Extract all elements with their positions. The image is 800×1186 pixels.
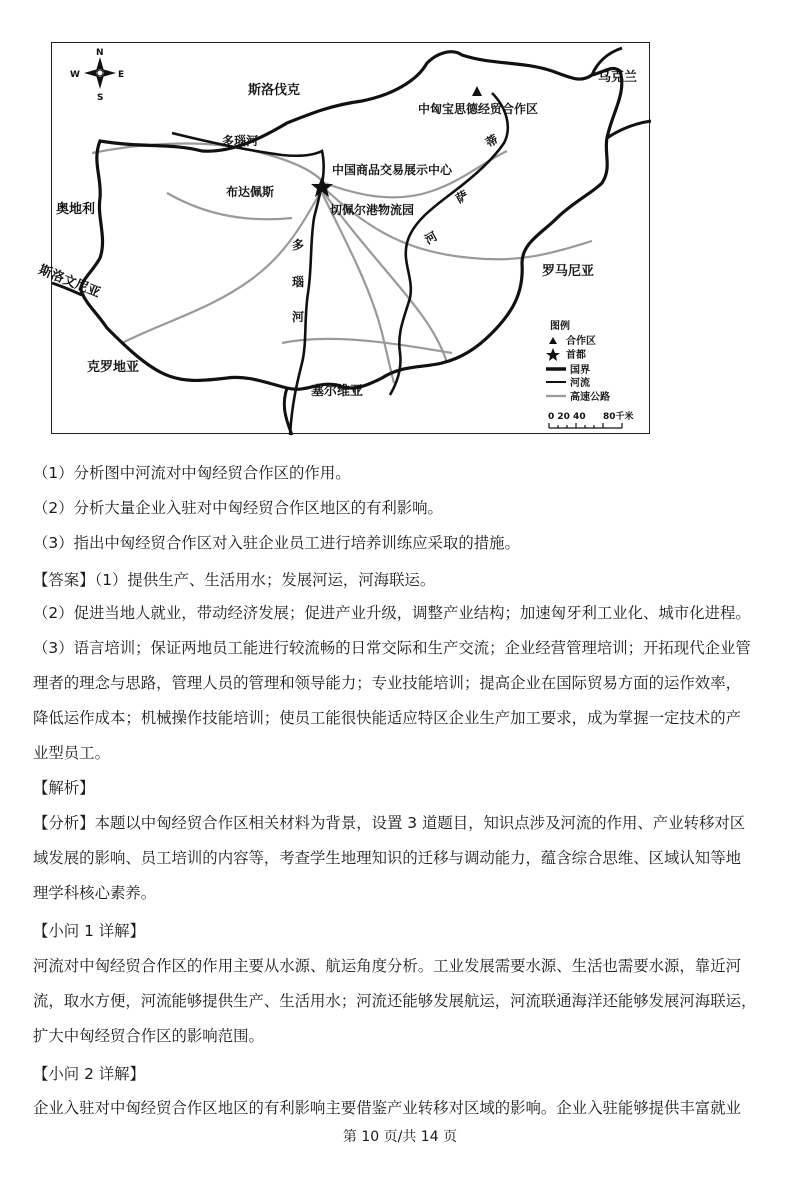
compass-w-label: W: [70, 70, 80, 80]
highway-southwest: [122, 193, 320, 343]
legend-title: 图例: [550, 321, 570, 332]
q1-line-3: 扩大中匈经贸合作区的影响范围。: [33, 1027, 264, 1045]
q2-heading: 【小问 2 详解】: [33, 1065, 145, 1083]
label-tisza-1: 蒂: [483, 131, 501, 151]
highway-west: [92, 144, 324, 183]
label-danube-2: 瑙: [292, 275, 305, 289]
analysis-fenxi-1: 【分析】本题以中匈经贸合作区相关材料为背景，设置 3 道题目，知识点涉及河流的作用、产业转移对区: [33, 814, 746, 832]
legend-zone-icon: [549, 337, 557, 344]
map-figure: [36, 42, 650, 434]
label-croatia: 克罗地亚: [87, 360, 140, 375]
answer-line-3c: 降低运作成本；机械操作技能培训；使员工能很快能适应特区企业生产加工要求，成为掌握一定技术的产: [33, 709, 741, 727]
compass-west-arrow: [84, 69, 98, 77]
label-slovakia: 斯洛伐克: [248, 83, 301, 98]
legend-highway-label: 高速公路: [570, 392, 610, 403]
page-footer: 第 10 页/共 14 页: [342, 1129, 458, 1145]
scale-left-label: 0 20 40: [548, 412, 586, 422]
map-svg: [36, 43, 651, 435]
question-1: （1）分析图中河流对中匈经贸合作区的作用。: [33, 464, 351, 482]
compass-rose: [70, 48, 124, 103]
compass-south-arrow: [96, 75, 104, 89]
compass-n-label: N: [96, 48, 104, 58]
label-logistics: 切佩尔港物流园: [330, 203, 415, 217]
legend-river-label: 河流: [570, 378, 590, 389]
compass-center: [97, 70, 103, 76]
compass-e-label: E: [118, 70, 125, 80]
label-danube-top: 多瑙河: [222, 134, 259, 148]
answer-line-1: 【答案】（1）提供生产、生活用水；发展河运，河海联运。: [33, 571, 436, 589]
legend-capital-icon: [546, 348, 560, 361]
legend-zone-label: 合作区: [566, 336, 596, 347]
highway-southeast: [324, 193, 447, 363]
answer-line-3a: （3）语言培训；保证两地员工能进行较流畅的日常交际和生产交流；企业经营管理培训；开拓现代企业管: [33, 639, 751, 657]
label-expo: 中国商品交易展示中心: [332, 163, 453, 177]
legend-capital-label: 首都: [566, 350, 586, 361]
q1-line-2: 流，取水方便，河流能够提供生产、生活用水；河流还能够发展航运，河流联通海洋还能够发展河海联运，: [33, 992, 757, 1010]
q1-line-1: 河流对中匈经贸合作区的作用主要从水源、航运角度分析。工业发展需要水源、生活也需要水源，靠近河: [33, 957, 741, 975]
label-danube-3: 河: [292, 310, 305, 324]
legend-border-label: 国界: [570, 365, 590, 376]
label-austria: 奥地利: [56, 202, 96, 217]
label-zone: 中匈宝思德经贸合作区: [418, 102, 539, 116]
label-danube-1: 多: [292, 238, 305, 252]
map-legend: [546, 319, 634, 428]
label-serbia: 塞尔维亚: [311, 384, 364, 399]
label-budapest: 布达佩斯: [226, 185, 275, 199]
answer-line-2: （2）促进当地人就业，带动经济发展；促进产业升级，调整产业结构；加速匈牙利工业化、城市化进程。: [33, 604, 751, 622]
romania-border: [607, 121, 651, 138]
compass-east-arrow: [102, 69, 116, 77]
answer-line-3b: 理者的理念与思路，管理人员的管理和领导能力；专业技能培训；提高企业在国际贸易方面的运作效率，: [33, 674, 741, 692]
highway-south: [322, 193, 394, 383]
compass-s-label: S: [97, 93, 104, 103]
label-tisza-2: 萨: [453, 187, 471, 207]
analysis-fenxi-2: 域发展的影响、员工培训的内容等，考查学生地理知识的迁移与调动能力，蕴含综合思维、区域认知等地: [33, 849, 741, 867]
label-ukraine: 乌克兰: [598, 70, 638, 85]
highways: [92, 144, 595, 383]
compass-north-arrow: [96, 57, 104, 71]
analysis-heading: 【解析】: [33, 779, 95, 797]
scale-right-label: 80千米: [603, 412, 634, 422]
question-2: （2）分析大量企业入驻对中匈经贸合作区地区的有利影响。: [33, 499, 443, 517]
question-3: （3）指出中匈经贸合作区对入驻企业员工进行培养训练应采取的措施。: [33, 534, 520, 552]
label-slovenia: 斯洛文尼亚: [36, 262, 103, 301]
answer-line-3d: 业型员工。: [33, 744, 110, 762]
analysis-fenxi-3: 理学科核心素养。: [33, 884, 157, 902]
zone-triangle-icon: [472, 86, 482, 96]
q1-heading: 【小问 1 详解】: [33, 922, 145, 940]
label-tisza-3: 河: [422, 228, 440, 248]
label-romania: 罗马尼亚: [542, 264, 595, 279]
scale-bar: [549, 423, 622, 428]
highway-southern-link: [282, 339, 452, 353]
q2-line-1: 企业入驻对中匈经贸合作区地区的有利影响主要借鉴产业转移对区域的影响。企业入驻能够提供丰富就业: [33, 1099, 741, 1117]
